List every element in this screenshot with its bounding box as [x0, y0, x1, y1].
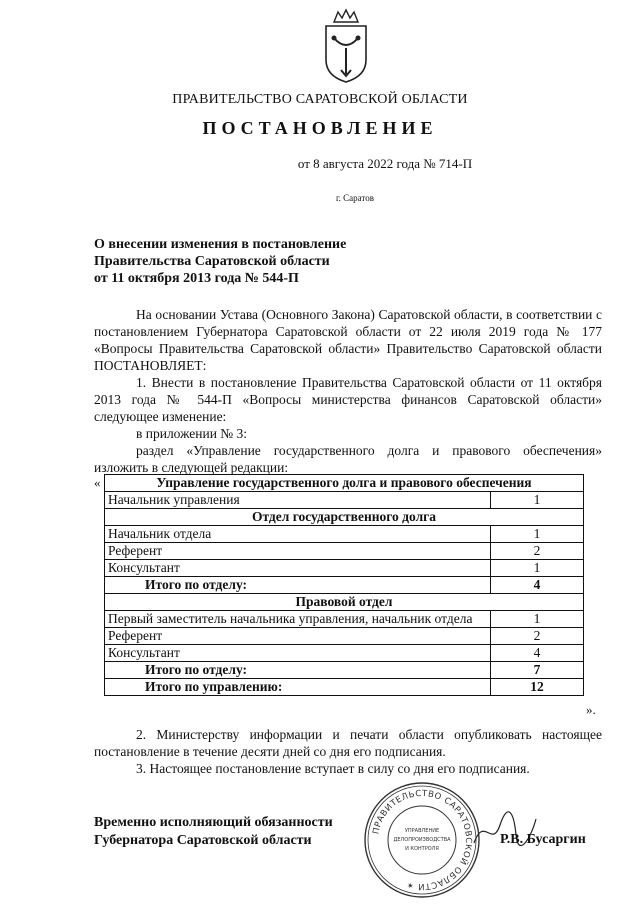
heading-line: О внесении изменения в постановление: [94, 237, 347, 252]
total-label: Итого по отделу:: [105, 577, 491, 594]
count-cell: 1: [491, 526, 584, 543]
count-cell: 2: [491, 628, 584, 645]
grand-total-row: [105, 679, 584, 696]
table-row: [105, 492, 584, 509]
signatory-title-line: Временно исполняющий обязанности: [94, 815, 333, 830]
paragraph-item-1: 1. Внести в постановление Правительства Саратовской области от 11 октября 2013 года № 544-П «Вопросы министерства финансов Саратовской области» следующее изменение:: [94, 375, 602, 424]
city: г. Саратов: [336, 193, 374, 203]
role-cell: Начальник отдела: [105, 526, 491, 543]
svg-text:И КОНТРОЛЯ: И КОНТРОЛЯ: [405, 846, 439, 852]
svg-text:ПРАВИТЕЛЬСТВО САРАТОВСКОЙ ОБЛА: ПРАВИТЕЛЬСТВО САРАТОВСКОЙ ОБЛАСТИ ✶: [371, 788, 474, 892]
signatory-title-line: Губернатора Саратовской области: [94, 833, 312, 848]
heading-line: Правительства Саратовской области: [94, 254, 330, 269]
count-cell: 1: [491, 611, 584, 628]
dept-total-row: [105, 662, 584, 679]
paragraph-item-2: 2. Министерству информации и печати области опубликовать настоящее постановление в течение десяти дней со дня его подписания.: [94, 727, 602, 759]
dept-header-row: [105, 594, 584, 611]
dept-name: Отдел государственного долга: [105, 509, 584, 526]
table-row: [105, 645, 584, 662]
svg-text:ДЕЛОПРОИЗВОДСТВА: ДЕЛОПРОИЗВОДСТВА: [393, 837, 451, 843]
role-cell: Консультант: [105, 645, 491, 662]
document-heading: [94, 236, 414, 287]
role-cell: Консультант: [105, 560, 491, 577]
government-name: ПРАВИТЕЛЬСТВО САРАТОВСКОЙ ОБЛАСТИ: [172, 92, 468, 107]
quote-open: «: [94, 475, 101, 490]
role-cell: Референт: [105, 628, 491, 645]
signatory-name: Р.В. Бусаргин: [500, 832, 586, 847]
svg-text:УПРАВЛЕНИЕ: УПРАВЛЕНИЕ: [404, 828, 440, 834]
document-type: ПОСТАНОВЛЕНИЕ: [202, 118, 438, 138]
table-row: [105, 526, 584, 543]
dept-total-row: [105, 577, 584, 594]
paragraph-appendix: в приложении № 3:: [136, 426, 248, 441]
closing-paragraphs: [94, 726, 602, 777]
date-and-number: от 8 августа 2022 года № 714-П: [297, 156, 473, 171]
count-cell: 2: [491, 543, 584, 560]
document-body: [94, 306, 602, 476]
staff-table: [104, 474, 584, 696]
table-row: [105, 543, 584, 560]
grand-total-value: 12: [491, 679, 584, 696]
paragraph-section: раздел «Управление государственного долга и правового обеспечения» изложить в следующей редакции:: [94, 443, 602, 475]
role-cell: Референт: [105, 543, 491, 560]
total-label: Итого по отделу:: [105, 662, 491, 679]
role-cell: Начальник управления: [105, 492, 491, 509]
table-row: [105, 560, 584, 577]
total-value: 4: [491, 577, 584, 594]
paragraph-item-3: 3. Настоящее постановление вступает в силу со дня его подписания.: [136, 761, 530, 776]
dept-header-row: [105, 509, 584, 526]
dept-name: Правовой отдел: [105, 594, 584, 611]
quote-close: ».: [586, 702, 596, 717]
paragraph-basis: На основании Устава (Основного Закона) Саратовской области, в соответствии с постановлением Губернатора Саратовской области от 22 июля 2019 года № 177 «Вопросы Правительства Саратовской области» Правительство Саратовской области ПОСТАНОВЛЯЕТ:: [94, 307, 602, 373]
heading-line: от 11 октября 2013 года № 544-П: [94, 271, 299, 286]
count-cell: 1: [491, 560, 584, 577]
saratov-coat-of-arms-icon: [318, 8, 374, 84]
table-title: Управление государственного долга и правового обеспечения: [105, 475, 584, 492]
role-cell: Первый заместитель начальника управления, начальник отдела: [105, 611, 491, 628]
total-value: 7: [491, 662, 584, 679]
table-row: [105, 628, 584, 645]
table-row: [105, 611, 584, 628]
count-cell: 1: [491, 492, 584, 509]
count-cell: 4: [491, 645, 584, 662]
signatory-title: [94, 814, 333, 850]
table-title-row: [105, 475, 584, 492]
official-stamp: [362, 780, 482, 900]
grand-total-label: Итого по управлению:: [105, 679, 491, 696]
